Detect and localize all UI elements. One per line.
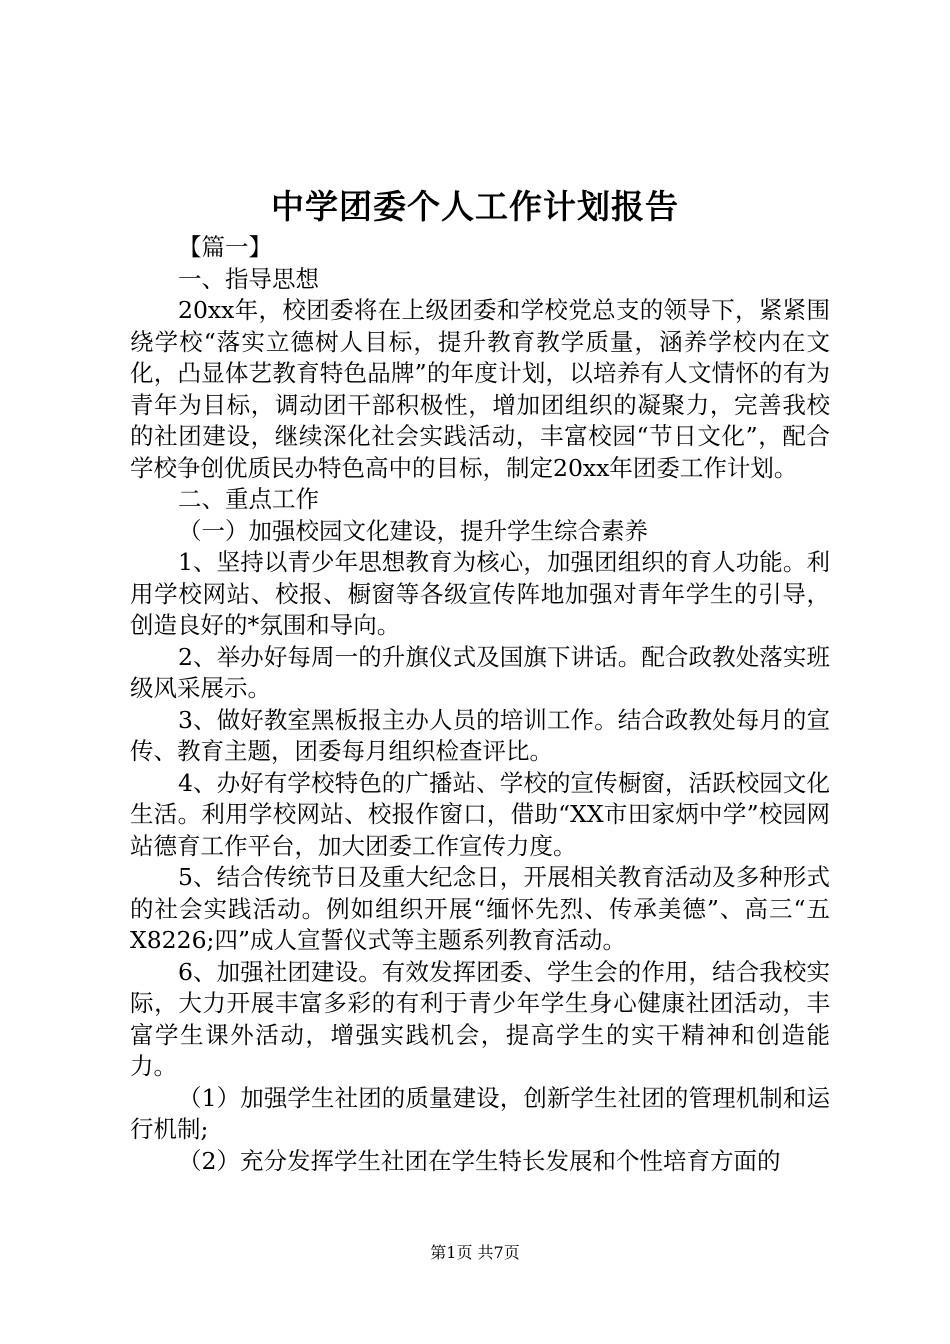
list-item-6: 6、加强社团建设。有效发挥团委、学生会的作用，结合我校实际，大力开展丰富多彩的有利于青少年学生身心健康社团活动，丰富学生课外活动，增强实践机会，提高学生的实干精神和创造能力。 xyxy=(130,957,830,1080)
list-item-3: 3、做好教室黑板报主办人员的培训工作。结合政教处每月的宣传、教育主题，团委每月组织检查评比。 xyxy=(130,705,830,765)
section-label: 【篇一】 xyxy=(178,233,272,261)
sub-item-2: （2）充分发挥学生社团在学生特长发展和个性培育方面的 xyxy=(178,1146,781,1175)
list-item-5: 5、结合传统节日及重大纪念日，开展相关教育活动及多种形式的社会实践活动。例如组织开展“缅怀先烈、传承美德”、高三“五X8226;四”成人宣誓仪式等主题系列教育活动。 xyxy=(130,863,830,954)
list-item-4: 4、办好有学校特色的广播站、学校的宣传橱窗，活跃校园文化生活。利用学校网站、校报作窗口，借助“XX市田家炳中学”校园网站德育工作平台，加大团委工作宣传力度。 xyxy=(130,768,830,860)
list-item-1: 1、坚持以青少年思想教育为核心，加强团组织的育人功能。利用学校网站、校报、橱窗等各级宣传阵地加强对青年学生的引导，创造良好的*氛围和导向。 xyxy=(130,548,830,639)
heading-guiding-ideology: 一、指导思想 xyxy=(178,264,319,293)
list-item-2: 2、举办好每周一的升旗仪式及国旗下讲话。配合政教处落实班级风采展示。 xyxy=(130,642,830,702)
subheading-campus-culture: （一）加强校园文化建设，提升学生综合素养 xyxy=(178,516,648,545)
document-title: 中学团委个人工作计划报告 xyxy=(271,187,679,226)
heading-key-work: 二、重点工作 xyxy=(178,485,319,513)
document-body xyxy=(130,232,830,1177)
paragraph-intro: 20xx年，校团委将在上级团委和学校党总支的领导下，紧紧围绕学校“落实立德树人目标，提升教育教学质量，涵养学校内在文化，凸显体艺教育特色品牌”的年度计划，以培养有人文情怀的有为青年为目标，调动团干部积极性，增加团组织的凝聚力，完善我校的社团建设，继续深化社会实践活动，丰富校园“节日文化”，配合学校争创优质民办特色高中的目标，制定20xx年团委工作计划。 xyxy=(130,296,830,482)
page-number-footer: 第1页 共7页 xyxy=(430,1243,520,1262)
sub-item-1: （1）加强学生社团的质量建设，创新学生社团的管理机制和运行机制; xyxy=(130,1083,830,1143)
